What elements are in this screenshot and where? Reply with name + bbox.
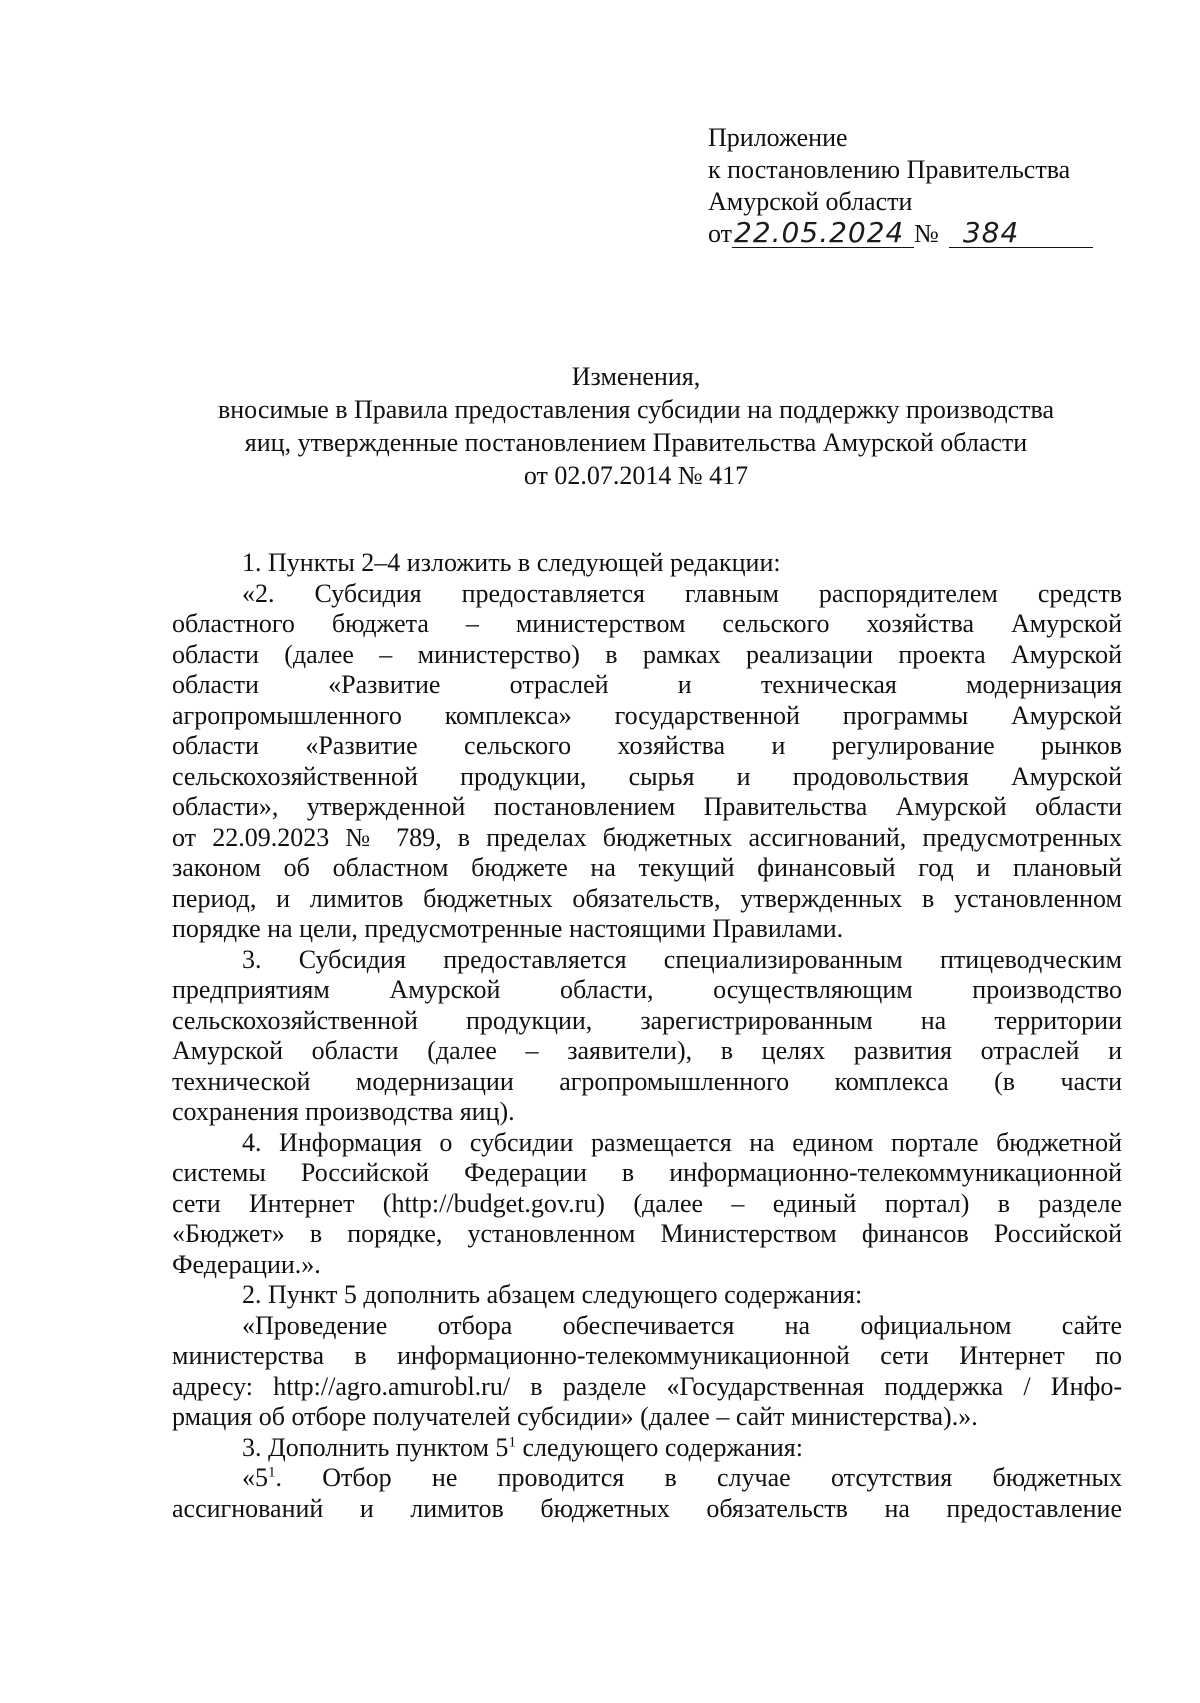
- document-title: [172, 360, 1100, 492]
- paragraph-line: технической модернизации агропромышленного комплекса (в части: [172, 1066, 1122, 1096]
- paragraph-line: Амурской области (далее – заявители), в целях развития отраслей и: [172, 1036, 1122, 1065]
- paragraph-line: области «Развитие отраслей и техническая модернизация: [172, 670, 1122, 699]
- appendix-header: [708, 122, 1093, 250]
- paragraph-line: области «Развитие сельского хозяйства и регулирование рынков: [172, 731, 1122, 760]
- text-run: следующего содержания:: [515, 1432, 803, 1462]
- paragraph-line: Федерации.».: [172, 1249, 321, 1279]
- text-run: «5: [242, 1463, 268, 1492]
- superscript: 1: [268, 1464, 276, 1481]
- paragraph-line: министерства в информационно-телекоммуникационной сети Интернет по: [172, 1341, 1122, 1370]
- paragraph-line: агропромышленного комплекса» государственной программы Амурской: [172, 700, 1122, 730]
- appendix-date-line: [708, 218, 1093, 250]
- title-line: от 02.07.2014 № 417: [523, 461, 749, 490]
- date-prefix: от: [708, 219, 733, 248]
- title-line: Изменения,: [571, 362, 701, 391]
- handwritten-number: 384: [949, 219, 1093, 248]
- paragraph-line: адресу: http://agro.amurobl.ru/ в разделе «Государственная поддержка / Инфо-: [172, 1371, 1122, 1401]
- paragraph-line: ассигнований и лимитов бюджетных обязательств на предоставление: [172, 1493, 1122, 1523]
- paragraph-line: [172, 1463, 1122, 1494]
- paragraph-line: 4. Информация о субсидии размещается на едином портале бюджетной: [242, 1127, 1122, 1157]
- text-run: . Отбор не проводится в случае отсутствия бюджетных: [275, 1463, 1122, 1492]
- superscript: 1: [508, 1433, 516, 1450]
- paragraph-line: предприятиям Амурской области, осуществляющим производство: [172, 975, 1122, 1004]
- handwritten-date: 22.05.2024: [732, 219, 914, 248]
- appendix-region: Амурской области: [708, 187, 913, 216]
- paragraph-line: сельскохозяйственной продукции, сырья и продовольствия Амурской: [172, 761, 1122, 791]
- paragraph-line: 1. Пункты 2–4 изложить в следующей редакции:: [242, 548, 781, 577]
- paragraph-line: областного бюджета – министерством сельского хозяйства Амурской: [172, 609, 1122, 638]
- paragraph-line: области», утвержденной постановлением Правительства Амурской области: [172, 792, 1122, 821]
- paragraph-line: рмация об отборе получателей субсидии» (далее – сайт министерства).».: [172, 1402, 978, 1431]
- appendix-title: Приложение: [708, 123, 848, 152]
- paragraph-line: «2. Субсидия предоставляется главным распорядителем средств: [242, 578, 1122, 608]
- paragraph-line: сохранения производства яиц).: [172, 1097, 515, 1126]
- title-line: яиц, утвержденные постановлением Правительства Амурской области: [244, 428, 1028, 457]
- paragraph-line: [172, 1433, 1122, 1464]
- number-sign: №: [914, 219, 939, 248]
- paragraph-line: «Бюджет» в порядке, установленном Министерством финансов Российской: [172, 1219, 1122, 1248]
- paragraph-line: системы Российской Федерации в информационно-телекоммуникационной: [172, 1158, 1122, 1187]
- paragraph-line: 2. Пункт 5 дополнить абзацем следующего содержания:: [242, 1280, 863, 1309]
- paragraph-line: от 22.09.2023 № 789, в пределах бюджетных ассигнований, предусмотренных: [172, 822, 1122, 852]
- paragraph-line: 3. Субсидия предоставляется специализированным птицеводческим: [242, 944, 1122, 974]
- paragraph-line: «Проведение отбора обеспечивается на официальном сайте: [242, 1310, 1122, 1340]
- paragraph-line: период, и лимитов бюджетных обязательств, утвержденных в установленном: [172, 883, 1122, 913]
- title-line: вносимые в Правила предоставления субсидии на поддержку производства: [217, 395, 1055, 424]
- paragraph-line: сети Интернет (http://budget.gov.ru) (далее – единый портал) в разделе: [172, 1188, 1122, 1218]
- paragraph-line: порядке на цели, предусмотренные настоящими Правилами.: [172, 914, 844, 943]
- paragraph-line: законом об областном бюджете на текущий финансовый год и плановый: [172, 853, 1122, 882]
- appendix-ref: к постановлению Правительства: [708, 155, 1071, 184]
- text-run: 3. Дополнить пунктом 5: [242, 1432, 509, 1462]
- paragraph-line: области (далее – министерство) в рамках реализации проекта Амурской: [172, 639, 1122, 669]
- document-body: [172, 548, 1122, 1524]
- paragraph-line: сельскохозяйственной продукции, зарегистрированным на территории: [172, 1005, 1122, 1035]
